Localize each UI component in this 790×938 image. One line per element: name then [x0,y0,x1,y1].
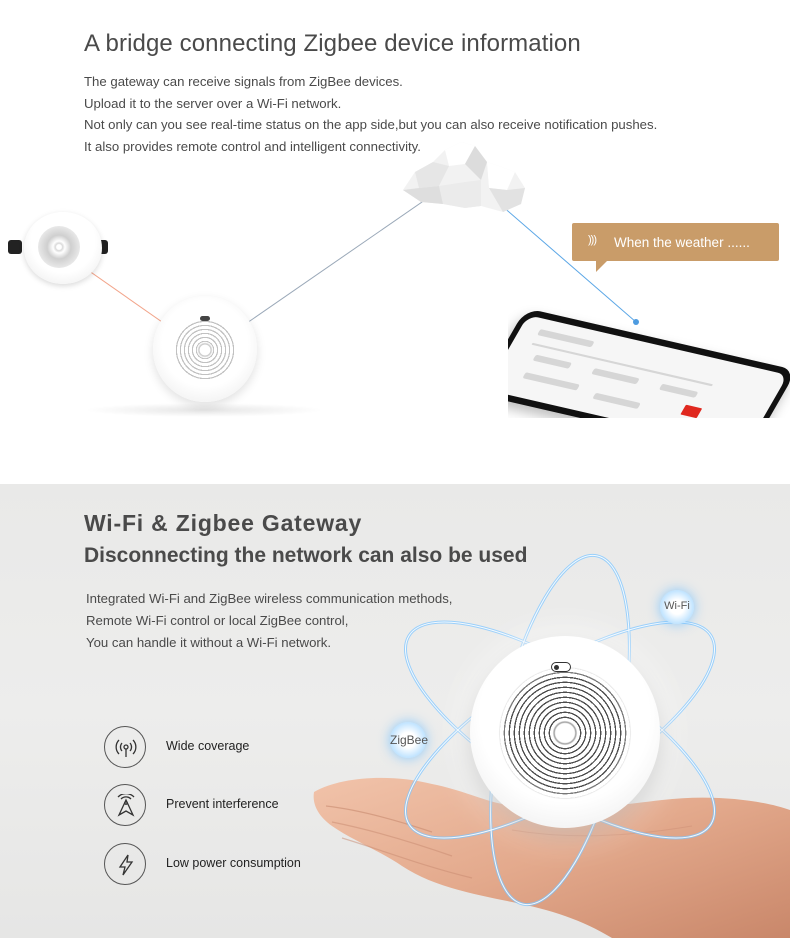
signal-coverage-icon [114,736,138,760]
lightning-bolt-icon [114,853,138,877]
sound-wave-icon: ))) [588,234,596,246]
feature-icon-ring [104,843,146,885]
bridge-line: The gateway can receive signals from ZigBee devices. [84,74,403,89]
gateway-subtitle: Disconnecting the network can also be used [84,544,528,567]
phone-alert-badge [680,405,702,418]
feature-wide-coverage [104,726,364,768]
notification-bubble [572,223,779,261]
gateway-indicator [200,316,210,321]
gateway-grill [175,320,235,380]
bridge-line: It also provides remote control and intelligent connectivity. [84,138,421,154]
zigbee-sensor-device [24,212,102,284]
gateway-line: Remote Wi-Fi control or local ZigBee control, [86,613,349,628]
feature-prevent-interference [104,784,364,826]
sensor-grill [38,226,80,268]
bridge-line: Upload it to the server over a Wi-Fi network. [84,95,342,111]
feature-icon-ring [104,784,146,826]
feature-icon-ring [104,726,146,768]
gateway-line: Integrated Wi-Fi and ZigBee wireless communication methods, [86,591,453,606]
phone-frame [508,308,790,418]
gateway-switch [551,662,571,672]
gateway-line: You can handle it without a Wi-Fi network. [86,635,332,650]
zigbee-badge-label: ZigBee [390,733,429,747]
gateway-section [0,484,790,938]
feature-label: Wide coverage [166,739,250,753]
cloud-icon [395,132,530,214]
bridge-title: A bridge connecting Zigbee device information [84,30,581,57]
bridge-description [84,71,657,157]
smartphone [508,298,790,418]
gateway-device-large [470,636,660,828]
feature-low-power [104,843,364,885]
gateway-grill [498,666,632,800]
feature-label: Prevent interference [166,797,279,811]
sensor-clip-left [8,240,22,254]
zigbee-badge [390,722,429,758]
anti-interference-icon [114,794,138,818]
notification-text: When the weather ...... [614,235,750,250]
phone-screen [508,315,788,418]
wifi-badge-label: Wi-Fi [664,600,690,612]
gateway-device [153,296,257,408]
gateway-title: Wi-Fi & Zigbee Gateway [84,510,363,536]
bridge-line: Not only can you see real-time status on the app side,but you can also receive notification pushes. [84,117,658,132]
wifi-badge [660,590,694,624]
feature-label: Low power consumption [166,856,301,870]
